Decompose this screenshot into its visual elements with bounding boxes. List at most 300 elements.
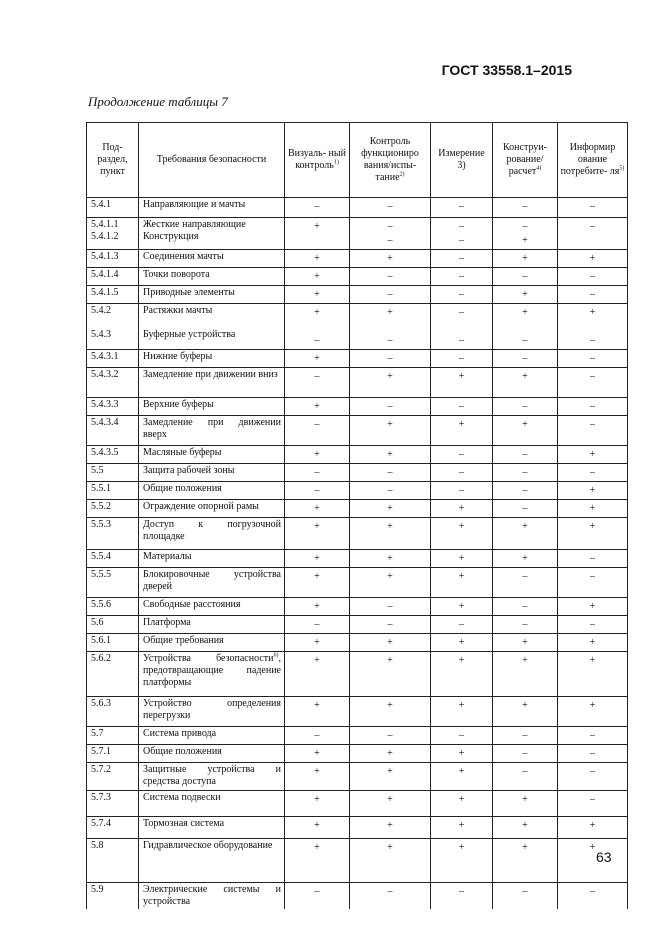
cell-measurement-mark xyxy=(431,350,493,368)
mark: – xyxy=(459,619,464,630)
header-measurement: Измерение 3) xyxy=(431,123,493,198)
table-row xyxy=(87,883,628,910)
mark: + xyxy=(458,553,465,564)
cell-measurement-mark xyxy=(431,368,493,398)
table-row xyxy=(87,500,628,518)
mark: – xyxy=(522,449,528,460)
mark: + xyxy=(522,253,528,264)
cell-design-mark xyxy=(493,616,558,634)
cell-section-number: 5.7.1 xyxy=(87,745,139,763)
cell-function-mark xyxy=(350,817,431,839)
mark: + xyxy=(387,766,393,777)
cell-info-mark xyxy=(558,791,628,817)
cell-measurement-mark xyxy=(431,518,493,550)
mark: + xyxy=(314,289,320,300)
mark: – xyxy=(387,619,393,630)
mark: + xyxy=(314,637,320,648)
mark: – xyxy=(522,601,528,612)
mark: – xyxy=(590,886,595,897)
cell-measurement-mark xyxy=(431,250,493,268)
cell-design-mark xyxy=(493,817,558,839)
mark: + xyxy=(387,748,393,759)
cell-requirement xyxy=(139,616,285,634)
cell-info-mark xyxy=(558,286,628,304)
requirement-text: Устройство определения перегрузки xyxy=(143,698,281,721)
cell-requirement xyxy=(139,598,285,616)
mark xyxy=(288,320,346,334)
page-number: 63 xyxy=(596,849,612,865)
cell-function-mark xyxy=(350,500,431,518)
mark: + xyxy=(387,253,393,264)
mark: – xyxy=(590,730,595,741)
cell-function-mark xyxy=(350,697,431,727)
table-row xyxy=(87,652,628,697)
cell-visual-mark xyxy=(285,482,350,500)
mark: – xyxy=(522,353,528,364)
cell-section-number: 5.4.3.5 xyxy=(87,446,139,464)
cell-section-number: 5.5.6 xyxy=(87,598,139,616)
cell-measurement-mark xyxy=(431,286,493,304)
mark: + xyxy=(387,449,393,460)
mark: – xyxy=(387,235,393,246)
mark: – xyxy=(459,401,464,412)
mark xyxy=(434,320,489,334)
cell-info-mark xyxy=(558,250,628,268)
mark: + xyxy=(314,503,320,514)
cell-visual-mark xyxy=(285,697,350,727)
cell-design-mark xyxy=(493,446,558,464)
mark: + xyxy=(314,794,320,805)
cell-measurement-mark xyxy=(431,839,493,883)
requirement-text: Ограждение опорной рамы xyxy=(143,501,259,512)
cell-requirement xyxy=(139,250,285,268)
cell-section-number: 5.4.3.2 xyxy=(87,368,139,398)
mark: + xyxy=(522,637,528,648)
mark: + xyxy=(458,503,465,514)
cell-visual-mark xyxy=(285,218,350,250)
cell-section-number: 5.9 xyxy=(87,883,139,910)
requirement-text: Растяжки мачты Буферные устройства xyxy=(143,305,236,340)
cell-visual-mark xyxy=(285,464,350,482)
cell-design-mark xyxy=(493,218,558,250)
cell-info-mark xyxy=(558,464,628,482)
table-row xyxy=(87,518,628,550)
requirement-text: Платформа xyxy=(143,617,191,628)
mark: + xyxy=(387,419,393,430)
cell-section-number: 5.4.1.5 xyxy=(87,286,139,304)
mark: + xyxy=(458,371,465,382)
cell-info-mark xyxy=(558,883,628,910)
standard-designation: ГОСТ 33558.1–2015 xyxy=(441,62,572,78)
cell-requirement xyxy=(139,518,285,550)
mark: + xyxy=(522,419,528,430)
mark: – xyxy=(387,289,393,300)
cell-measurement-mark xyxy=(431,446,493,464)
cell-visual-mark xyxy=(285,616,350,634)
table-row xyxy=(87,616,628,634)
cell-design-mark xyxy=(493,198,558,218)
table-row xyxy=(87,250,628,268)
cell-info-mark xyxy=(558,518,628,550)
mark: – xyxy=(590,553,595,564)
table-row xyxy=(87,268,628,286)
mark: + xyxy=(589,601,596,612)
cell-design-mark xyxy=(493,350,558,368)
mark: – xyxy=(590,571,595,582)
mark: + xyxy=(458,842,465,853)
mark: + xyxy=(589,449,596,460)
requirement-text: Нижние буферы xyxy=(143,351,213,362)
cell-section-number: 5.5.1 xyxy=(87,482,139,500)
cell-requirement xyxy=(139,883,285,910)
mark: + xyxy=(387,503,393,514)
cell-info-mark xyxy=(558,598,628,616)
mark: + xyxy=(314,221,320,232)
mark: + xyxy=(522,820,528,831)
cell-requirement xyxy=(139,198,285,218)
table-row xyxy=(87,416,628,446)
mark: + xyxy=(458,655,465,666)
cell-design-mark xyxy=(493,398,558,416)
cell-measurement-mark xyxy=(431,745,493,763)
table-row xyxy=(87,446,628,464)
cell-requirement xyxy=(139,568,285,598)
cell-design-mark xyxy=(493,883,558,910)
requirement-text: Материалы xyxy=(143,551,192,562)
mark: – xyxy=(387,601,393,612)
mark: – xyxy=(387,467,393,478)
cell-design-mark xyxy=(493,839,558,883)
mark: – xyxy=(522,730,528,741)
mark: – xyxy=(387,485,393,496)
cell-section-number: 5.4.1.4 xyxy=(87,268,139,286)
mark: – xyxy=(314,201,320,212)
mark: + xyxy=(522,700,528,711)
mark: + xyxy=(589,253,596,264)
cell-section-number: 5.4.3.1 xyxy=(87,350,139,368)
cell-section-number: 5.7.2 xyxy=(87,763,139,791)
table-row xyxy=(87,745,628,763)
cell-requirement xyxy=(139,446,285,464)
cell-visual-mark xyxy=(285,398,350,416)
cell-design-mark xyxy=(493,745,558,763)
mark: + xyxy=(314,601,320,612)
header-user-info: Информир ование потребите- $ля^{5)}$ xyxy=(558,123,628,198)
cell-function-mark xyxy=(350,198,431,218)
cell-info-mark xyxy=(558,839,628,883)
mark: + xyxy=(387,371,393,382)
mark: + xyxy=(387,521,393,532)
requirement-text: Гидравлическое оборудование xyxy=(143,840,273,851)
mark: – xyxy=(590,221,595,232)
mark: – xyxy=(522,271,528,282)
cell-info-mark xyxy=(558,446,628,464)
mark: – xyxy=(590,201,595,212)
cell-function-mark xyxy=(350,304,431,350)
mark: + xyxy=(458,419,465,430)
requirement-text: Точки поворота xyxy=(143,269,210,280)
cell-info-mark xyxy=(558,817,628,839)
table-row xyxy=(87,817,628,839)
cell-visual-mark xyxy=(285,550,350,568)
cell-visual-mark xyxy=(285,250,350,268)
cell-requirement xyxy=(139,745,285,763)
mark: + xyxy=(314,571,320,582)
mark: + xyxy=(314,353,320,364)
mark: – xyxy=(387,730,393,741)
mark: + xyxy=(387,655,393,666)
mark: – xyxy=(522,221,528,232)
cell-section-number: 5.7 xyxy=(87,727,139,745)
cell-measurement-mark xyxy=(431,568,493,598)
cell-section-number: 5.7.3 xyxy=(87,791,139,817)
cell-visual-mark xyxy=(285,416,350,446)
mark: + xyxy=(458,700,465,711)
cell-requirement xyxy=(139,368,285,398)
header-function-control: Контроль функциониро вания/испы- тание$^{2)}$ xyxy=(350,123,431,198)
table-row xyxy=(87,304,628,350)
mark: + xyxy=(458,766,465,777)
table-row xyxy=(87,598,628,616)
cell-visual-mark xyxy=(285,598,350,616)
cell-section-number: 5.5.2 xyxy=(87,500,139,518)
cell-measurement-mark xyxy=(431,482,493,500)
mark: + xyxy=(387,637,393,648)
table-continuation-caption: Продолжение таблицы 7 xyxy=(88,94,228,109)
footnote-ref: 6) xyxy=(273,652,279,659)
cell-requirement xyxy=(139,350,285,368)
mark: + xyxy=(522,235,528,246)
requirement-text: Тормозная система xyxy=(143,818,225,829)
mark: + xyxy=(314,748,320,759)
mark: + xyxy=(458,571,465,582)
cell-measurement-mark xyxy=(431,817,493,839)
cell-requirement xyxy=(139,286,285,304)
mark: – xyxy=(590,271,595,282)
mark: + xyxy=(589,307,596,318)
cell-design-mark xyxy=(493,697,558,727)
table-row xyxy=(87,839,628,883)
table-row xyxy=(87,482,628,500)
requirement-text: Система привода xyxy=(143,728,217,739)
cell-measurement-mark xyxy=(431,398,493,416)
cell-measurement-mark xyxy=(431,697,493,727)
cell-measurement-mark xyxy=(431,218,493,250)
table-row xyxy=(87,763,628,791)
mark: – xyxy=(459,235,464,246)
cell-visual-mark xyxy=(285,763,350,791)
cell-section-number: 5.6.2 xyxy=(87,652,139,697)
mark: + xyxy=(522,655,528,666)
cell-requirement xyxy=(139,697,285,727)
cell-function-mark xyxy=(350,598,431,616)
requirement-text: Приводные элементы xyxy=(143,287,235,298)
mark: + xyxy=(522,553,528,564)
mark: + xyxy=(589,485,596,496)
cell-function-mark xyxy=(350,550,431,568)
cell-section-number: 5.5 xyxy=(87,464,139,482)
cell-requirement xyxy=(139,268,285,286)
mark: – xyxy=(459,271,464,282)
cell-section-number: 5.4.3.4 xyxy=(87,416,139,446)
cell-measurement-mark xyxy=(431,616,493,634)
cell-measurement-mark xyxy=(431,883,493,910)
cell-requirement xyxy=(139,304,285,350)
cell-measurement-mark xyxy=(431,198,493,218)
safety-requirements-table xyxy=(86,122,628,909)
cell-function-mark xyxy=(350,250,431,268)
cell-visual-mark xyxy=(285,518,350,550)
mark: + xyxy=(458,794,465,805)
mark: – xyxy=(314,886,320,897)
mark: + xyxy=(314,842,320,853)
requirement-text: Защитные устройства и средства доступа xyxy=(143,764,281,787)
cell-requirement xyxy=(139,218,285,250)
mark: – xyxy=(590,371,595,382)
mark: + xyxy=(387,571,393,582)
mark: – xyxy=(590,353,595,364)
mark: + xyxy=(314,449,320,460)
cell-visual-mark xyxy=(285,652,350,697)
cell-visual-mark xyxy=(285,350,350,368)
cell-requirement xyxy=(139,416,285,446)
cell-requirement: Устройства безопасности$^{6)}$, предотвращающие падение платформы xyxy=(139,652,285,697)
requirement-text: Свободные расстояния xyxy=(143,599,241,610)
requirement-text: Устройства безопасности xyxy=(143,653,274,664)
table-row xyxy=(87,697,628,727)
mark: – xyxy=(459,201,464,212)
mark: – xyxy=(590,335,595,346)
cell-design-mark xyxy=(493,763,558,791)
mark: – xyxy=(522,201,528,212)
mark: – xyxy=(387,401,393,412)
mark: – xyxy=(314,485,320,496)
mark: – xyxy=(459,353,464,364)
cell-measurement-mark xyxy=(431,791,493,817)
header-requirement: Требования безопасности xyxy=(139,123,285,198)
cell-function-mark xyxy=(350,745,431,763)
mark: – xyxy=(590,794,595,805)
cell-requirement xyxy=(139,727,285,745)
mark: – xyxy=(459,289,464,300)
mark: + xyxy=(458,601,465,612)
mark: – xyxy=(459,886,464,897)
mark: + xyxy=(458,820,465,831)
cell-function-mark xyxy=(350,791,431,817)
mark: + xyxy=(589,820,596,831)
header-visual-control: Визуаль- ный контроль$^{1)}$ xyxy=(285,123,350,198)
mark: + xyxy=(387,307,393,318)
mark: + xyxy=(589,700,596,711)
cell-design-mark xyxy=(493,464,558,482)
cell-requirement xyxy=(139,791,285,817)
mark: – xyxy=(522,401,528,412)
mark: – xyxy=(459,485,464,496)
cell-visual-mark xyxy=(285,446,350,464)
table-row xyxy=(87,634,628,652)
cell-section-number: 5.4.1.3 xyxy=(87,250,139,268)
mark: + xyxy=(458,748,465,759)
requirement-text: Система подвески xyxy=(143,792,221,803)
cell-function-mark xyxy=(350,398,431,416)
requirement-text: Доступ к погрузочной площадке xyxy=(143,519,281,542)
cell-section-number: 5.6.1 xyxy=(87,634,139,652)
mark: – xyxy=(459,730,464,741)
mark: + xyxy=(589,637,596,648)
mark: – xyxy=(387,221,393,232)
mark: – xyxy=(387,335,393,346)
mark: + xyxy=(314,307,320,318)
mark: + xyxy=(314,401,320,412)
requirement-text: Общие положения xyxy=(143,483,222,494)
cell-visual-mark xyxy=(285,286,350,304)
mark: – xyxy=(314,335,320,346)
cell-section-number: 5.5.3 xyxy=(87,518,139,550)
table-header-row xyxy=(87,123,628,198)
mark: – xyxy=(459,307,464,318)
mark: – xyxy=(459,253,464,264)
cell-design-mark xyxy=(493,634,558,652)
cell-measurement-mark xyxy=(431,634,493,652)
cell-design-mark xyxy=(493,791,558,817)
mark: + xyxy=(387,553,393,564)
cell-design-mark xyxy=(493,568,558,598)
mark: – xyxy=(522,748,528,759)
cell-info-mark xyxy=(558,268,628,286)
mark: + xyxy=(387,700,393,711)
mark: + xyxy=(589,521,596,532)
cell-function-mark xyxy=(350,839,431,883)
header-section: Под- раздел, пункт xyxy=(87,123,139,198)
mark: – xyxy=(590,419,595,430)
cell-section-number: 5.4.3.3 xyxy=(87,398,139,416)
cell-design-mark xyxy=(493,727,558,745)
cell-visual-mark xyxy=(285,791,350,817)
cell-measurement-mark xyxy=(431,416,493,446)
cell-design-mark xyxy=(493,652,558,697)
cell-requirement xyxy=(139,634,285,652)
table-row xyxy=(87,198,628,218)
cell-requirement xyxy=(139,839,285,883)
cell-design-mark xyxy=(493,268,558,286)
cell-function-mark xyxy=(350,883,431,910)
cell-measurement-mark xyxy=(431,727,493,745)
mark: – xyxy=(522,335,528,346)
cell-measurement-mark xyxy=(431,763,493,791)
table-row xyxy=(87,791,628,817)
cell-visual-mark xyxy=(285,568,350,598)
table-row xyxy=(87,218,628,250)
mark: – xyxy=(522,619,528,630)
mark: – xyxy=(590,467,595,478)
mark: – xyxy=(590,748,595,759)
cell-requirement xyxy=(139,763,285,791)
mark xyxy=(353,320,427,334)
cell-visual-mark xyxy=(285,839,350,883)
mark xyxy=(496,320,554,334)
requirement-text: Электрические системы и устройства xyxy=(143,884,281,907)
cell-design-mark xyxy=(493,250,558,268)
cell-function-mark xyxy=(350,368,431,398)
mark: + xyxy=(522,371,528,382)
cell-section-number: 5.4.1.1 5.4.1.2 xyxy=(87,218,139,250)
table-row xyxy=(87,368,628,398)
mark: – xyxy=(590,619,595,630)
cell-visual-mark xyxy=(285,500,350,518)
requirement-text: Общие требования xyxy=(143,635,224,646)
requirement-text: Замедление при движении вверх xyxy=(143,417,281,440)
mark: – xyxy=(387,201,393,212)
